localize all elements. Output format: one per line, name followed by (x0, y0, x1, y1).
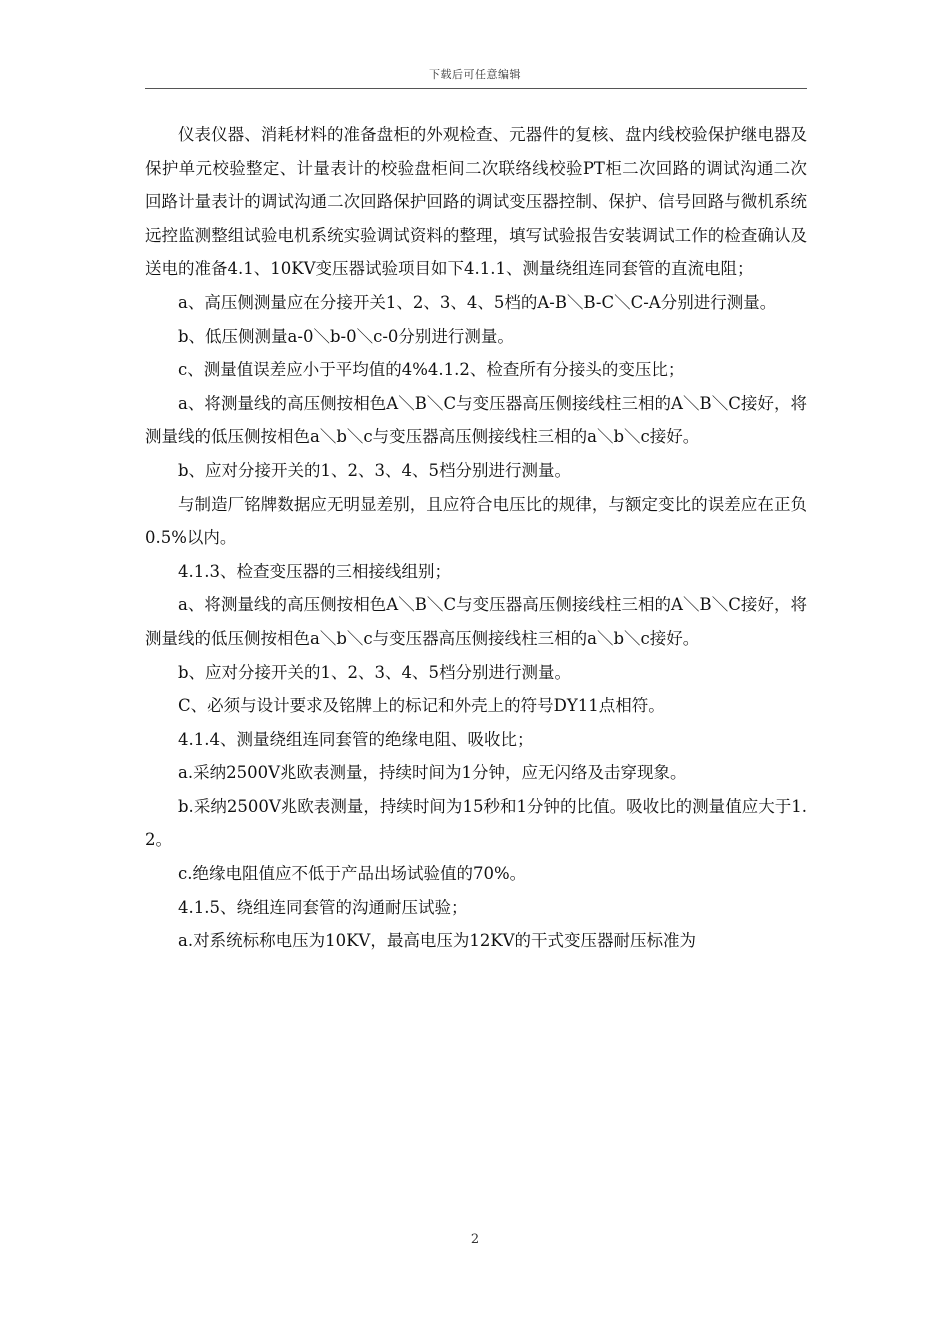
paragraph: 4.1.3、检查变压器的三相接线组别； (178, 561, 451, 581)
paragraph: 仪表仪器、消耗材料的准备盘柜的外观检查、元器件的复核、盘内线校验保护继电器及保护单元校验整定、计量表计的校验盘柜间二次联络线校验PT柜二次回路的调试沟通二次回路计量表计的调试沟通二次回路保护回路的调试变压器控制、保护、信号回路与微机系统远控监测整组试验电机系统实验调试资料的整理，填写试验报告安装调试工作的检查确认及送电的准备4.1、10KV变压器试验项目如下4.1.1、测量绕组连同套管的直流电阻； (145, 125, 807, 279)
paragraph: b、应对分接开关的1、2、3、4、5档分别进行测量。 (178, 460, 572, 480)
paragraph: b、低压侧测量a-0＼b-0＼c-0分别进行测量。 (178, 326, 514, 346)
header-divider (145, 88, 807, 89)
paragraph: 4.1.4、测量绕组连同套管的绝缘电阻、吸收比； (178, 729, 534, 749)
paragraph: a、高压侧测量应在分接开关1、2、3、4、5档的A-B＼B-C＼C-A分别进行测量。 (178, 292, 777, 312)
paragraph: c、测量值误差应小于平均值的4%4.1.2、检查所有分接头的变压比； (178, 360, 685, 380)
paragraph: a、将测量线的高压侧按相色A＼B＼C与变压器高压侧接线柱三相的A＼B＼C接好，将测量线的低压侧按相色a＼b＼c与变压器高压侧接线柱三相的a＼b＼c接好。 (145, 595, 807, 648)
page-header: 下载后可任意编辑 (429, 68, 521, 81)
paragraph: b.采纳2500V兆欧表测量，持续时间为15秒和1分钟的比值。吸收比的测量值应大于1.2。 (145, 796, 807, 850)
paragraph: 4.1.5、绕组连同套管的沟通耐压试验； (178, 897, 468, 917)
paragraph: 与制造厂铭牌数据应无明显差别，且应符合电压比的规律，与额定变比的误差应在正负0.5%以内。 (145, 494, 807, 548)
paragraph: a、将测量线的高压侧按相色A＼B＼C与变压器高压侧接线柱三相的A＼B＼C接好，将测量线的低压侧按相色a＼b＼c与变压器高压侧接线柱三相的a＼b＼c接好。 (145, 393, 807, 447)
paragraph: c.绝缘电阻值应不低于产品出场试验值的70%。 (178, 864, 527, 884)
paragraph: a.采纳2500V兆欧表测量，持续时间为1分钟，应无闪络及击穿现象。 (178, 763, 687, 783)
paragraph: a.对系统标称电压为10KV，最高电压为12KV的干式变压器耐压标准为 (178, 931, 697, 951)
document-body (145, 118, 807, 958)
page-number: 2 (470, 1232, 480, 1247)
paragraph: b、应对分接开关的1、2、3、4、5档分别进行测量。 (178, 662, 572, 682)
paragraph: C、必须与设计要求及铭牌上的标记和外壳上的符号DY11点相符。 (178, 696, 665, 716)
